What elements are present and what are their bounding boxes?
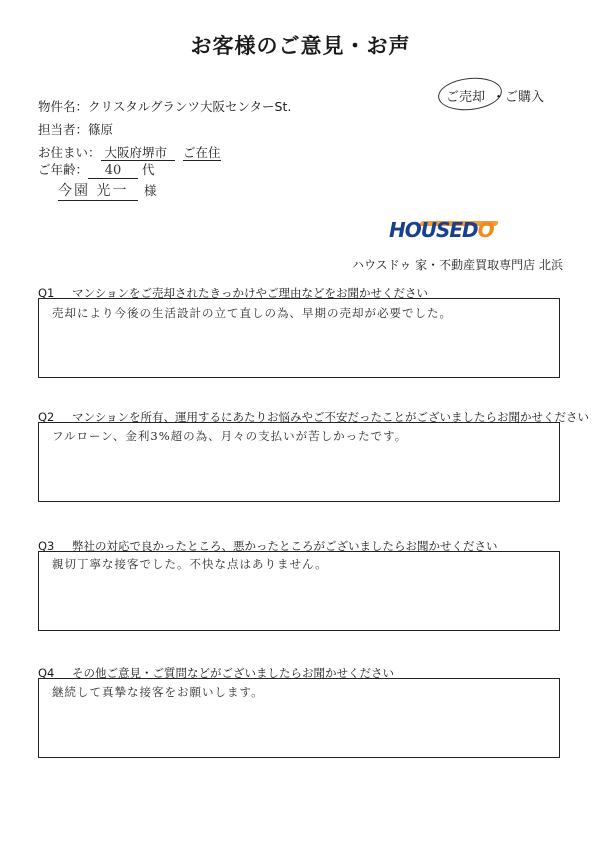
question-text: 弊社の対応で良かったところ、悪かったところがございましたらお聞かせください xyxy=(72,539,498,553)
address-label: お住まい： xyxy=(38,145,101,160)
question-number: Q1 xyxy=(38,286,55,300)
staff-value: 篠原 xyxy=(88,122,114,137)
name-suffix: 様 xyxy=(144,183,157,198)
address-value: 大阪府堺市 xyxy=(101,145,176,161)
question-text: マンションをご売却されたきっかけやご理由などをお聞かせください xyxy=(72,286,429,300)
staff-label: 担当者： xyxy=(38,122,89,137)
staff-row xyxy=(38,120,113,138)
logo-text-a: HOUSE xyxy=(389,218,463,242)
question-number: Q2 xyxy=(38,410,55,424)
answer-3: 親切丁寧な接客でした。不快な点はありません。 xyxy=(52,557,328,571)
property-value: クリスタルグランツ大阪センターSt. xyxy=(88,99,292,114)
logo-text-b: D xyxy=(462,218,478,242)
address-suffix: ご在住 xyxy=(183,145,221,160)
name-value: 今園 光一 xyxy=(58,180,138,201)
answer-2: フルローン、金利3%超の為、月々の支払いが苦しかったです。 xyxy=(52,429,408,443)
sell-option: ご売却 xyxy=(446,90,486,105)
property-row xyxy=(38,97,291,115)
question-number: Q4 xyxy=(38,666,55,680)
page-title: お客様のご意見・お声 xyxy=(190,34,411,58)
option-separator: ・ xyxy=(492,90,506,105)
logo-text-c: O xyxy=(477,218,494,242)
age-value: 40 xyxy=(88,163,138,179)
age-suffix: 代 xyxy=(142,162,155,177)
buy-option: ご購入 xyxy=(505,90,545,105)
housedo-logo xyxy=(389,218,494,242)
question-text: その他ご意見・ご質問などがございましたらお聞かせください xyxy=(72,666,395,680)
address-row xyxy=(38,143,221,161)
answer-4: 継続して真摯な接客をお願いします。 xyxy=(52,685,264,699)
answer-1: 売却により今後の生活設計の立て直しの為、早期の売却が必要でした。 xyxy=(52,306,452,320)
age-row xyxy=(38,160,155,179)
age-label: ご年齢： xyxy=(38,162,89,177)
question-text: マンションを所有、運用するにあたりお悩みやご不安だったことがございましたらお聞かせください xyxy=(72,410,590,424)
property-label: 物件名： xyxy=(38,99,89,114)
store-name: ハウスドゥ 家・不動産買取専門店 北浜 xyxy=(352,258,563,272)
name-row xyxy=(58,180,157,201)
question-number: Q3 xyxy=(38,539,55,553)
